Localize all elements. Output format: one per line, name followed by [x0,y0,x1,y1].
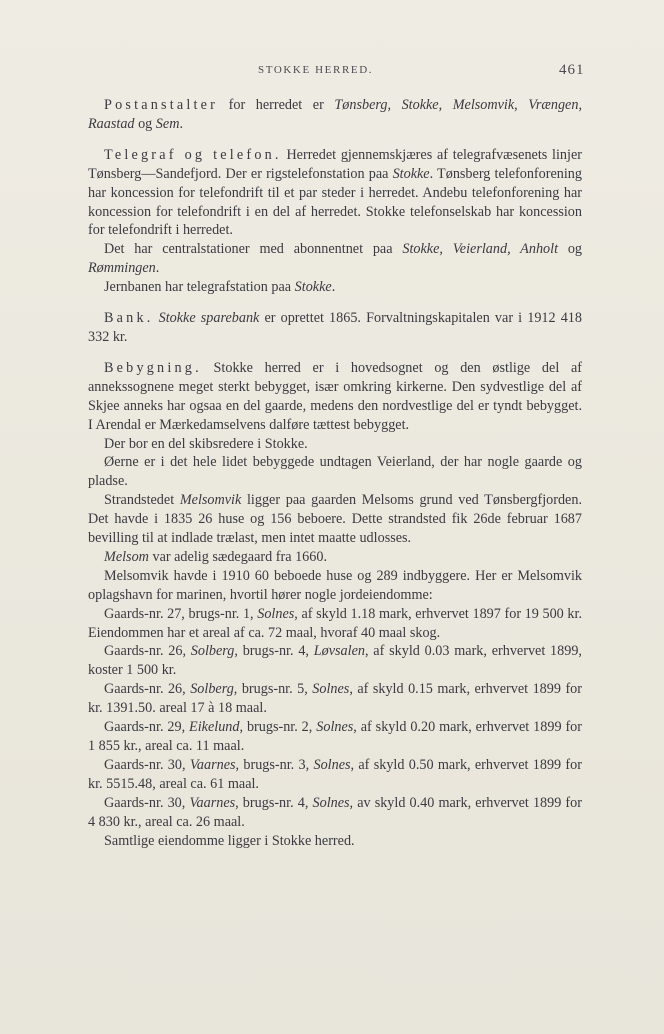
property-name: Solnes [313,756,351,773]
text-run: Det har centralstationer med abonnentnet paa [104,241,403,258]
text-run: , brugs-nr. 4, [234,643,314,660]
place-name: Melsomvik [179,492,242,509]
text-run: . Tønsberg telefonforening har koncession for telefondrift til et par steder i herredet. Andebu telefonforening har koncession for telefondrift i en del af herredet. Stokke telefonselskab har koncession for telefondrift i herredet. [88,165,582,239]
text-run: , brugs-nr. 3, [235,756,314,773]
paragraph-jernbane [88,278,582,297]
text-run: og [134,115,156,132]
text-run: , av skyld 0.40 mark, erhvervet 1899 for 4 830 kr., areal ca. 26 maal. [88,794,582,830]
text-run: var adelig sædegaard fra 1660. [148,548,327,565]
text-run: , af skyld 0.15 mark, erhvervet 1899 for kr. 1391.50. areal 17 à 18 maal. [88,681,582,717]
property-entry [88,718,582,756]
text-run: Gaards-nr. 26, [104,681,191,698]
text-run: Strandstedet [104,492,180,509]
property-name: Solnes [316,719,354,736]
place-name: Sem [155,115,180,132]
page-number: 461 [559,62,585,78]
text-run: Gaards-nr. 26, [104,643,191,660]
text-run: , af skyld 1.18 mark, erhvervet 1897 for 19 500 kr. Eiendommen har et areal af ca. 72 maal, hvoraf 40 maal skog. [88,605,582,641]
text-run: og [558,241,583,258]
property-name: Solnes [257,605,295,622]
place-name: Stokke [294,279,332,296]
text-run: , brugs-nr. 2, [239,719,317,736]
text-run: Stokke herred er i hovedsognet og den østlige del af annekssognene meget sterkt bebygget, især omkring kirkerne. Den sydvestlige del af Skjee anneks har ogsaa en del gaarde, medens den nordvestlige del er tyndt bebygget. I Arendal er Mærkedamselvens dalføre tættest bebygget. [88,359,582,433]
property-entry [88,756,582,794]
paragraph-strandstedet [88,491,582,548]
place-name: Stokke [392,165,430,182]
property-name: Solnes [312,681,350,698]
page-header [0,64,664,84]
text-run: . [331,279,336,296]
property-entry [88,794,582,832]
property-name: Solnes [312,794,350,811]
text-run: . [179,115,183,132]
section-lead: Bebygning. [104,359,202,376]
bank-name: Stokke sparebank [158,310,260,327]
section-lead: Postanstalter [104,97,219,113]
property-name: Solberg [190,643,235,660]
property-entry [88,605,582,643]
running-title: STOKKE HERRED. [258,64,374,76]
property-entry [88,680,582,718]
section-lead: Telegraf og telefon. [104,146,282,163]
body-text [88,96,582,850]
place-name: Rømmingen [88,260,156,277]
paragraph-samtlige: Samtlige eiendomme ligger i Stokke herred. [104,832,355,849]
paragraph-melsomvik: Melsomvik havde i 1910 60 beboede huse og 289 indbyggere. Her er Melsomvik oplagshavn for marinen, hvortil hører nogle jordeiendomme: [88,567,582,603]
property-name: Løvsalen [313,643,365,660]
text-run: Herredet gjennemskjæres af telegrafvæsenets linjer Tønsberg—Sandefjord. Der er rigstelefonstation paa [88,146,582,182]
text-run: ligger paa gaarden Melsoms grund ved Tønsbergfjorden. Det havde i 1835 26 huse og 156 beboere. Dette strandsted fik 26de februar 1687 bevilling til at indlade trælast, men intet maatte udlosses. [88,492,582,547]
text-run: , brugs-nr. 5, [233,681,313,698]
text-run: Jernbanen har telegrafstation paa [104,279,295,296]
text-run: , brugs-nr. 4, [235,794,313,811]
place-name: Melsom [104,548,149,565]
property-name: Vaarnes [189,756,236,773]
paragraph-centralstationer [88,240,582,278]
text-run: . [155,260,160,277]
text-run: er oprettet 1865. Forvaltningskapitalen var i 1912 418 332 kr. [88,310,582,345]
place-names: Stokke, Veierland, Anholt [402,241,559,258]
text-run: Gaards-nr. 30, [104,756,190,773]
paragraph-melsom [88,548,582,567]
property-name: Eikelund [189,719,240,736]
text-run: , af skyld 0.03 mark, erhvervet 1899, koster 1 500 kr. [88,643,582,679]
place-names: Tønsberg, Stokke, Melsomvik, Vrængen, Raastad [88,97,582,132]
property-name: Solberg [190,681,234,698]
text-run: Gaards-nr. 29, [104,719,190,736]
paragraph-postanstalter [88,96,582,134]
property-name: Vaarnes [189,794,236,811]
text-run: for herredet er [218,97,335,113]
paragraph-telegraf [88,146,582,241]
section-lead: Bank. [104,310,154,327]
paragraph-skibsredere: Der bor en del skibsredere i Stokke. [104,435,308,452]
text-run: Gaards-nr. 30, [104,794,190,811]
paragraph-bank [88,309,582,347]
paragraph-oerne: Øerne er i det hele lidet bebyggede undtagen Veierland, der har nogle gaarde og pladse. [88,454,582,490]
property-entry [88,642,582,680]
text-run: , af skyld 0.50 mark, erhvervet 1899 for kr. 5515.48, areal ca. 61 maal. [88,756,582,792]
paragraph-bebygning [88,359,582,435]
text-run: , af skyld 0.20 mark, erhvervet 1899 for 1 855 kr., areal ca. 11 maal. [88,719,582,754]
text-run: Gaards-nr. 27, brugs-nr. 1, [104,605,258,622]
